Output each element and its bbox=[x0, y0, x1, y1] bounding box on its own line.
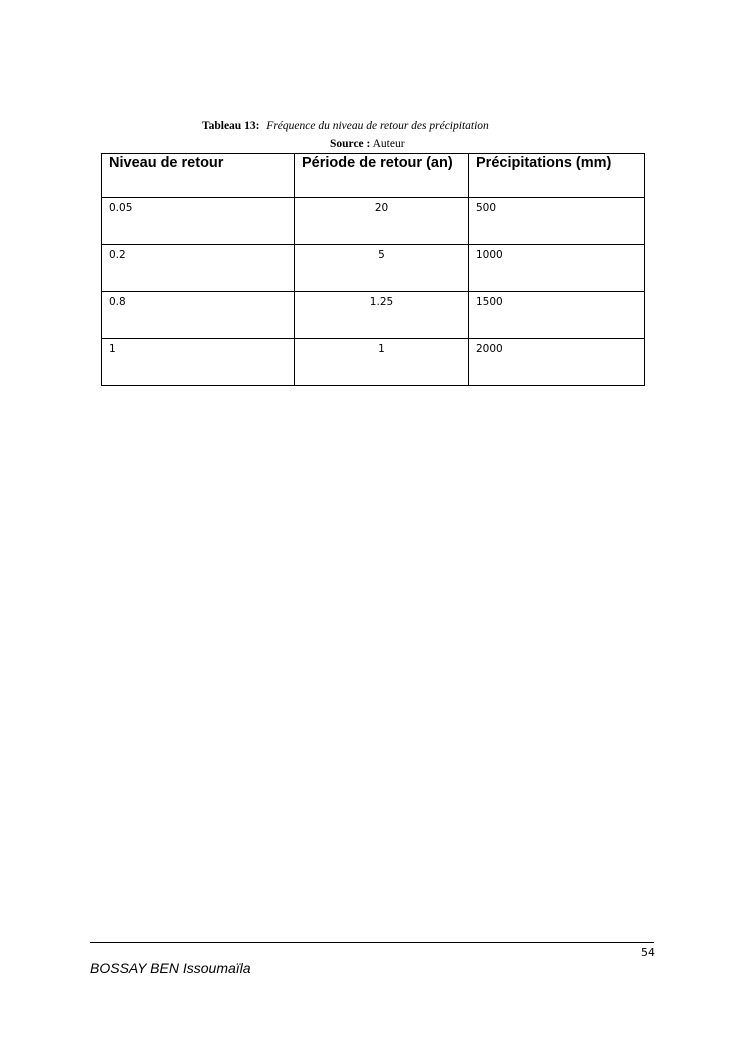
return-level-table bbox=[101, 153, 645, 386]
column-header-precipitation: Précipitations (mm) bbox=[469, 154, 645, 198]
footer-divider bbox=[90, 942, 654, 943]
cell-return-period: 5 bbox=[295, 245, 469, 292]
source-label: Source : bbox=[330, 138, 371, 150]
cell-return-period: 1 bbox=[295, 339, 469, 386]
table-source bbox=[330, 138, 405, 150]
footer-author: BOSSAY BEN Issoumaïla bbox=[90, 960, 251, 976]
cell-return-period: 1.25 bbox=[295, 292, 469, 339]
source-value: Auteur bbox=[372, 138, 405, 150]
table-row bbox=[102, 339, 645, 386]
cell-return-level: 0.05 bbox=[102, 198, 295, 245]
table-caption-label: Tableau 13: bbox=[202, 120, 260, 132]
table-row bbox=[102, 245, 645, 292]
page-number: 54 bbox=[641, 946, 655, 959]
column-header-return-period: Période de retour (an) bbox=[295, 154, 469, 198]
cell-precipitation: 2000 bbox=[469, 339, 645, 386]
table-caption bbox=[202, 120, 489, 132]
cell-return-period: 20 bbox=[295, 198, 469, 245]
cell-return-level: 1 bbox=[102, 339, 295, 386]
cell-return-level: 0.2 bbox=[102, 245, 295, 292]
column-header-return-level: Niveau de retour bbox=[102, 154, 295, 198]
cell-precipitation: 500 bbox=[469, 198, 645, 245]
table-header-row bbox=[102, 154, 645, 198]
table-row bbox=[102, 292, 645, 339]
cell-precipitation: 1500 bbox=[469, 292, 645, 339]
table-caption-title: Fréquence du niveau de retour des précipitation bbox=[266, 120, 489, 132]
table-row bbox=[102, 198, 645, 245]
cell-precipitation: 1000 bbox=[469, 245, 645, 292]
cell-return-level: 0.8 bbox=[102, 292, 295, 339]
